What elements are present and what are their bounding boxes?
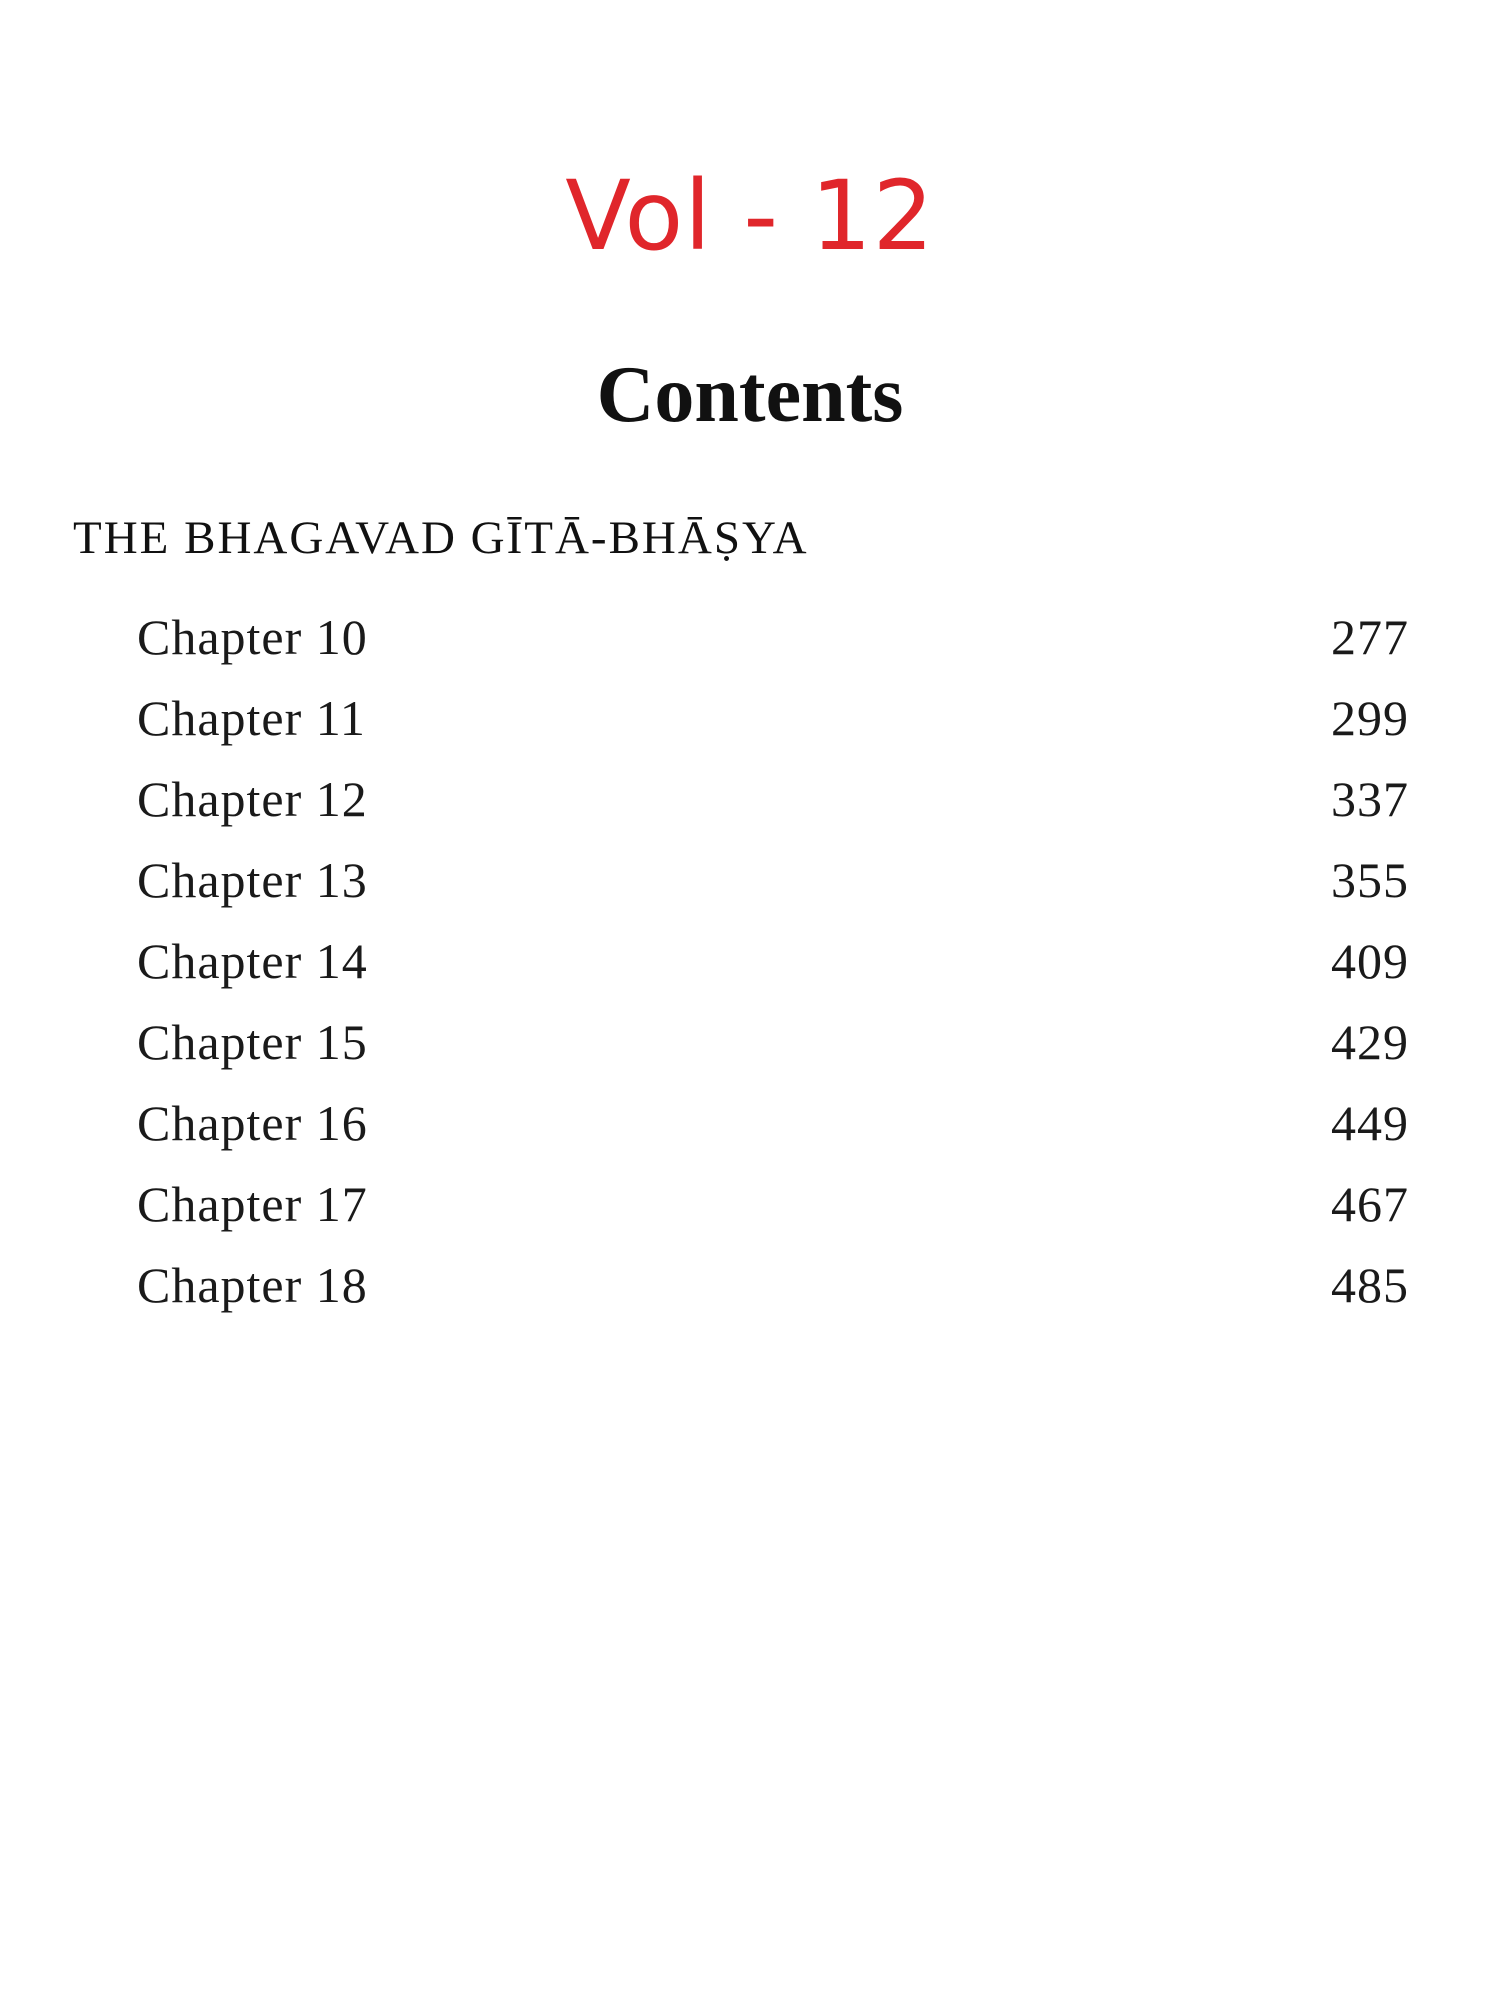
chapter-title: Chapter 11 [137, 690, 366, 746]
chapter-title: Chapter 17 [137, 1176, 368, 1232]
page-number: 277 [1331, 609, 1409, 665]
page-number: 355 [1331, 852, 1409, 908]
page-number: 429 [1331, 1014, 1409, 1070]
toc-entry[interactable] [137, 1257, 1409, 1341]
toc-entry[interactable] [137, 1095, 1409, 1179]
toc-entry[interactable] [137, 1176, 1409, 1260]
page-number: 299 [1331, 690, 1409, 746]
page-number: 337 [1331, 771, 1409, 827]
chapter-title: Chapter 16 [137, 1095, 368, 1151]
chapter-title: Chapter 10 [137, 609, 368, 665]
contents-heading: Contents [596, 351, 904, 439]
volume-title: Vol - 12 [565, 160, 935, 272]
toc-entry[interactable] [137, 933, 1409, 1017]
chapter-title: Chapter 14 [137, 933, 368, 989]
toc-entry[interactable] [137, 1014, 1409, 1098]
toc-entry[interactable] [137, 852, 1409, 936]
page-number: 467 [1331, 1176, 1409, 1232]
chapter-title: Chapter 13 [137, 852, 368, 908]
page-number: 485 [1331, 1257, 1409, 1313]
toc-entry[interactable] [137, 690, 1409, 774]
toc-entry[interactable] [137, 609, 1409, 693]
page-number: 449 [1331, 1095, 1409, 1151]
chapter-title: Chapter 12 [137, 771, 368, 827]
page-number: 409 [1331, 933, 1409, 989]
section-heading: THE BHAGAVAD GĪTĀ-BHĀṢYA [73, 512, 809, 564]
toc-entry[interactable] [137, 771, 1409, 855]
chapter-title: Chapter 18 [137, 1257, 368, 1313]
table-of-contents [137, 609, 1409, 1341]
chapter-title: Chapter 15 [137, 1014, 368, 1070]
